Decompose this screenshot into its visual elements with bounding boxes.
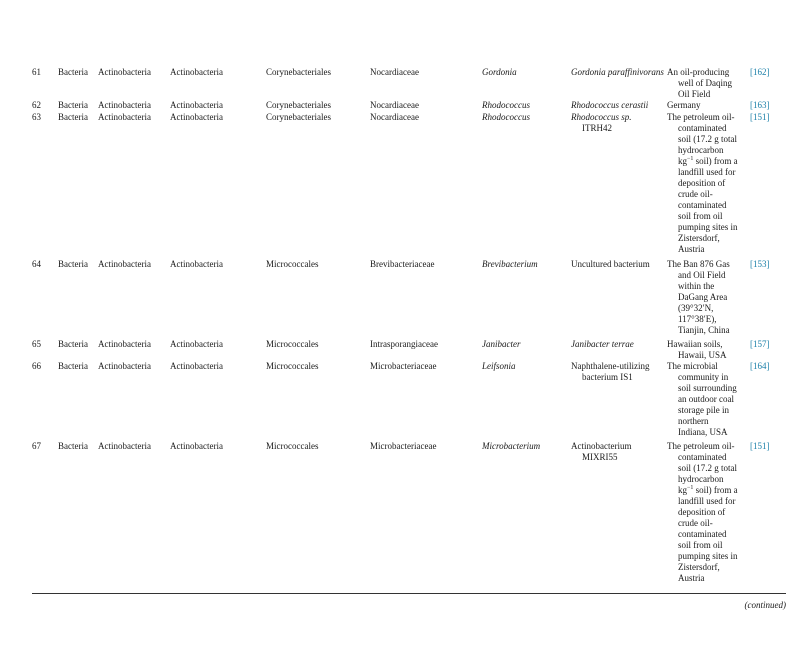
source-line: deposition of xyxy=(678,507,726,517)
phylum-cell: Actinobacteria xyxy=(98,67,151,77)
source-cell xyxy=(667,339,749,361)
source-line: storage pile in xyxy=(678,405,729,415)
family-cell: Nocardiaceae xyxy=(370,67,419,77)
row-number: 65 xyxy=(32,339,41,349)
genus-cell: Brevibacterium xyxy=(482,259,538,269)
order-cell: Micrococcales xyxy=(266,441,319,451)
source-line: (39°32′N, xyxy=(678,303,714,313)
genus-cell: Gordonia xyxy=(482,67,517,77)
species-line: Janibacter terrae xyxy=(571,339,634,349)
source-line: Hawaii, USA xyxy=(678,350,727,360)
domain-cell: Bacteria xyxy=(58,361,88,371)
domain-cell: Bacteria xyxy=(58,100,88,110)
source-line xyxy=(667,485,749,496)
species-cell xyxy=(571,259,650,270)
source-line: The microbial xyxy=(667,361,718,371)
source-cell xyxy=(667,100,749,111)
genus-cell: Microbacterium xyxy=(482,441,541,451)
reference-link[interactable]: [162] xyxy=(750,67,770,77)
class-cell: Actinobacteria xyxy=(170,112,223,122)
source-line: landfill used for xyxy=(678,167,736,177)
family-cell: Nocardiaceae xyxy=(370,112,419,122)
genus-cell: Rhodococcus xyxy=(482,112,530,122)
domain-cell: Bacteria xyxy=(58,441,88,451)
family-cell: Nocardiaceae xyxy=(370,100,419,110)
species-line: bacterium IS1 xyxy=(582,372,633,382)
family-cell: Microbacteriaceae xyxy=(370,361,437,371)
order-cell: Micrococcales xyxy=(266,339,319,349)
order-cell: Corynebacteriales xyxy=(266,112,331,122)
genus-cell: Janibacter xyxy=(482,339,521,349)
source-line: contaminated xyxy=(678,123,727,133)
reference-link[interactable]: [151] xyxy=(750,441,770,451)
source-cell xyxy=(667,259,749,336)
source-line: community in xyxy=(678,372,729,382)
row-number: 63 xyxy=(32,112,41,122)
source-line: Indiana, USA xyxy=(678,427,728,437)
row-number: 62 xyxy=(32,100,41,110)
species-cell xyxy=(571,67,664,78)
source-line: contaminated xyxy=(678,200,727,210)
source-line: deposition of xyxy=(678,178,726,188)
reference-link[interactable]: [157] xyxy=(750,339,770,349)
domain-cell: Bacteria xyxy=(58,112,88,122)
phylum-cell: Actinobacteria xyxy=(98,441,151,451)
order-cell: Micrococcales xyxy=(266,361,319,371)
order-cell: Micrococcales xyxy=(266,259,319,269)
source-line: The petroleum oil- xyxy=(667,441,735,451)
class-cell: Actinobacteria xyxy=(170,441,223,451)
source-line: pumping sites in xyxy=(678,222,738,232)
row-number: 64 xyxy=(32,259,41,269)
source-line: crude oil- xyxy=(678,518,713,528)
species-cell xyxy=(571,441,631,463)
family-cell: Brevibacteriaceae xyxy=(370,259,435,269)
source-line: An oil-producing xyxy=(667,67,730,77)
source-line: Zistersdorf, xyxy=(678,562,720,572)
source-line: Tianjin, China xyxy=(678,325,730,335)
class-cell: Actinobacteria xyxy=(170,67,223,77)
source-line: soil surrounding xyxy=(678,383,737,393)
source-cell xyxy=(667,441,749,584)
source-line: hydrocarbon xyxy=(678,474,724,484)
species-cell xyxy=(571,100,648,111)
class-cell: Actinobacteria xyxy=(170,100,223,110)
reference-link[interactable]: [163] xyxy=(750,100,770,110)
source-line: landfill used for xyxy=(678,496,736,506)
source-line: soil (17.2 g total xyxy=(678,463,737,473)
species-line: Naphthalene-utilizing xyxy=(571,361,650,371)
phylum-cell: Actinobacteria xyxy=(98,259,151,269)
superscript-minus-one: −1 xyxy=(687,485,694,491)
row-number: 61 xyxy=(32,67,41,77)
domain-cell: Bacteria xyxy=(58,339,88,349)
source-line: hydrocarbon xyxy=(678,145,724,155)
genus-cell: Leifsonia xyxy=(482,361,516,371)
species-line: MIXRI55 xyxy=(582,452,618,462)
table-bottom-rule xyxy=(32,593,786,594)
source-line: Austria xyxy=(678,573,705,583)
source-line: Oil Field xyxy=(678,89,711,99)
genus-cell: Rhodococcus xyxy=(482,100,530,110)
reference-link[interactable]: [153] xyxy=(750,259,770,269)
source-line: DaGang Area xyxy=(678,292,728,302)
source-line: an outdoor coal xyxy=(678,394,734,404)
unit-kg: kg xyxy=(678,156,687,166)
class-cell: Actinobacteria xyxy=(170,259,223,269)
phylum-cell: Actinobacteria xyxy=(98,361,151,371)
source-line: and Oil Field xyxy=(678,270,726,280)
species-cell xyxy=(571,339,634,350)
source-line: well of Daqing xyxy=(678,78,732,88)
reference-link[interactable]: [164] xyxy=(750,361,770,371)
source-line: soil (17.2 g total xyxy=(678,134,737,144)
unit-tail: soil) from a xyxy=(695,156,738,166)
species-cell xyxy=(571,361,649,383)
source-line: The petroleum oil- xyxy=(667,112,735,122)
source-line: soil from oil xyxy=(678,211,723,221)
species-line: ITRH42 xyxy=(582,123,612,133)
source-line: northern xyxy=(678,416,709,426)
source-line: soil from oil xyxy=(678,540,723,550)
row-number: 66 xyxy=(32,361,41,371)
phylum-cell: Actinobacteria xyxy=(98,112,151,122)
domain-cell: Bacteria xyxy=(58,259,88,269)
species-line: Gordonia paraffinivorans xyxy=(571,67,664,77)
family-cell: Intrasporangiaceae xyxy=(370,339,438,349)
species-cell xyxy=(571,112,632,134)
source-line: within the xyxy=(678,281,715,291)
source-cell xyxy=(667,361,749,438)
superscript-minus-one: −1 xyxy=(687,156,694,162)
unit-kg: kg xyxy=(678,485,687,495)
source-line: Austria xyxy=(678,244,705,254)
source-line: contaminated xyxy=(678,529,727,539)
species-line: Rhodococcus sp. xyxy=(571,112,632,122)
species-line: Actinobacterium xyxy=(571,441,632,451)
source-line: The Ban 876 Gas xyxy=(667,259,730,269)
source-line: Zistersdorf, xyxy=(678,233,720,243)
source-line: crude oil- xyxy=(678,189,713,199)
species-line: Uncultured bacterium xyxy=(571,259,650,269)
unit-tail: soil) from a xyxy=(695,485,738,495)
source-line: Hawaiian soils, xyxy=(667,339,723,349)
species-line: Rhodococcus cerastii xyxy=(571,100,649,110)
source-line: contaminated xyxy=(678,452,727,462)
source-cell xyxy=(667,67,749,100)
source-line: 117°38′E), xyxy=(678,314,717,324)
domain-cell: Bacteria xyxy=(58,67,88,77)
source-line xyxy=(667,156,749,167)
phylum-cell: Actinobacteria xyxy=(98,339,151,349)
family-cell: Microbacteriaceae xyxy=(370,441,437,451)
continued-note: (continued) xyxy=(744,600,786,610)
row-number: 67 xyxy=(32,441,41,451)
phylum-cell: Actinobacteria xyxy=(98,100,151,110)
reference-link[interactable]: [151] xyxy=(750,112,770,122)
source-line: Germany xyxy=(667,100,701,110)
order-cell: Corynebacteriales xyxy=(266,67,331,77)
order-cell: Corynebacteriales xyxy=(266,100,331,110)
class-cell: Actinobacteria xyxy=(170,361,223,371)
class-cell: Actinobacteria xyxy=(170,339,223,349)
source-cell xyxy=(667,112,749,255)
source-line: pumping sites in xyxy=(678,551,738,561)
